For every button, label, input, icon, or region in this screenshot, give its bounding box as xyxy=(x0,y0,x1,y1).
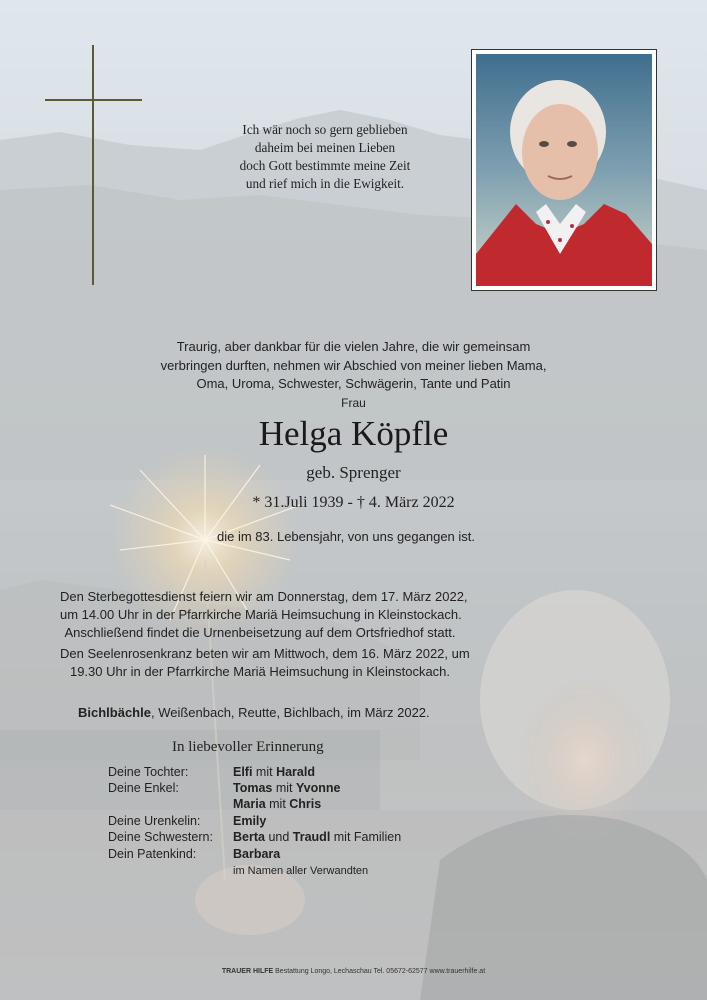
mourner-names: Maria mit Chris xyxy=(233,797,322,811)
poem-line: daheim bei meinen Lieben xyxy=(254,140,396,155)
mourner-names: Barbara xyxy=(233,847,281,861)
poem-line: Ich wär noch so gern geblieben xyxy=(242,122,408,137)
relatives-text: im Namen aller Verwandten xyxy=(233,865,369,877)
service-line: um 14.00 Uhr in der Pfarrkirche Mariä Heimsuchung in Kleinstockach. xyxy=(60,607,462,622)
poem-line: doch Gott bestimmte meine Zeit xyxy=(239,158,411,173)
mourner-label: Deine Urenkelin: xyxy=(108,814,201,828)
footer-brand: TRAUER HILFE xyxy=(221,968,274,975)
intro-line: verbringen durften, nehmen wir Abschied von meiner lieben Mama, xyxy=(160,357,547,373)
poem xyxy=(200,121,450,193)
service-line: Anschließend findet die Urnenbeisetzung auf dem Ortsfriedhof statt. xyxy=(64,625,456,640)
mourner-label: Dein Patenkind: xyxy=(108,847,197,861)
cross-icon-bar xyxy=(45,99,142,101)
rosary-text xyxy=(60,645,470,681)
mourner-names: Emily xyxy=(233,814,267,828)
mourner-names: Tomas mit Yvonne xyxy=(233,781,341,795)
place-date xyxy=(78,705,430,720)
portrait-frame xyxy=(471,49,657,291)
maiden-name: geb. Sprenger xyxy=(306,463,401,482)
salutation: Frau xyxy=(341,396,366,410)
intro-text xyxy=(90,338,617,394)
footer xyxy=(0,968,707,975)
mourner-label: Deine Enkel: xyxy=(108,781,179,795)
mourner-label: Deine Schwestern: xyxy=(108,830,213,844)
place-bold: Bichlbächle xyxy=(78,705,151,720)
life-dates: * 31.Juli 1939 - † 4. März 2022 xyxy=(252,494,455,511)
poem-line: und rief mich in die Ewigkeit. xyxy=(245,176,405,191)
footer-text: Bestattung Longo, Lechaschau Tel. 05672-62577 www.trauerhilfe.at xyxy=(273,968,486,975)
cross-icon xyxy=(92,45,94,285)
intro-line: Oma, Uroma, Schwester, Schwägerin, Tante und Patin xyxy=(196,376,511,391)
funeral-service-text xyxy=(60,588,468,642)
deceased-name: Helga Köpfle xyxy=(258,414,449,453)
rosary-line: Den Seelenrosenkranz beten wir am Mittwoch, dem 16. März 2022, um xyxy=(60,646,470,661)
memory-title: In liebevoller Erinnerung xyxy=(172,739,324,755)
place-rest: , Weißenbach, Reutte, Bichlbach, im März 2022. xyxy=(150,705,430,720)
intro-line: Traurig, aber dankbar für die vielen Jahre, die wir gemeinsam xyxy=(176,339,531,354)
passed-text: die im 83. Lebensjahr, von uns gegangen ist. xyxy=(217,529,476,544)
service-line: Den Sterbegottesdienst feiern wir am Donnerstag, dem 17. März 2022, xyxy=(60,589,468,604)
mourner-names: Elfi mit Harald xyxy=(233,765,315,779)
rosary-line: 19.30 Uhr in der Pfarrkirche Mariä Heimsuchung in Kleinstockach. xyxy=(69,664,451,679)
mourner-names: Berta und Traudl mit Familien xyxy=(233,830,402,844)
mourner-label: Deine Tochter: xyxy=(108,765,189,779)
portrait-photo xyxy=(476,54,652,286)
